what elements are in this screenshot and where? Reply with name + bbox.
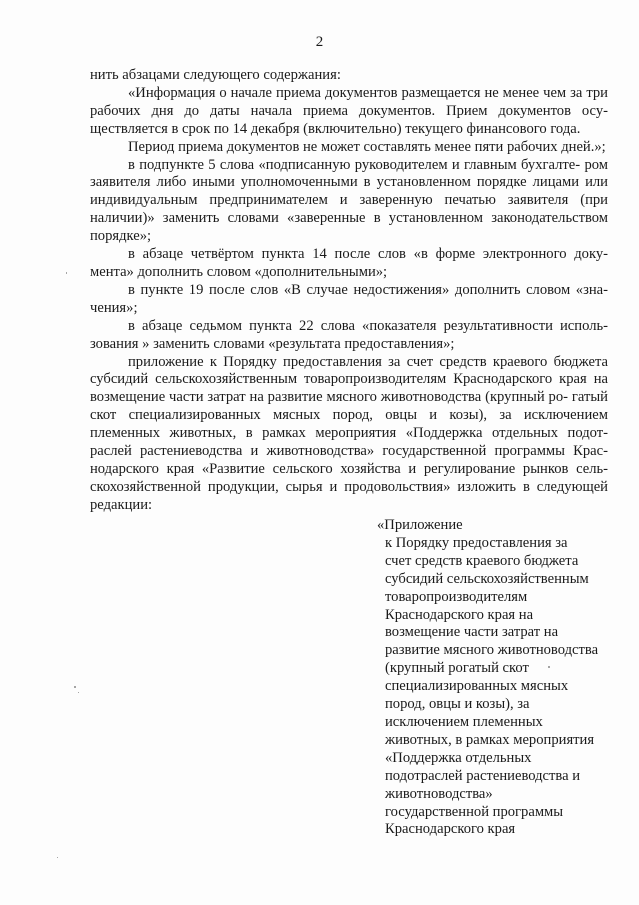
text-line: нодарского края «Развитие сельского хозяйства и регулирование рынков сель- bbox=[90, 460, 608, 477]
scan-speck bbox=[78, 692, 79, 693]
annex-line: (крупный рогатый скот bbox=[385, 660, 529, 677]
annex-line: животных, в рамках мероприятия bbox=[385, 731, 595, 748]
text-line: в абзаце седьмом пункта 22 слова «показателя результативности исполь- bbox=[128, 317, 608, 334]
text-line: в абзаце четвёртом пункта 14 после слов «в форме электронного доку- bbox=[128, 246, 608, 263]
annex-title: «Приложение bbox=[377, 517, 463, 533]
annex-line: пород, овцы и козы), за bbox=[385, 696, 530, 713]
text-line: племенных животных, в рамках мероприятия «Поддержка отдельных подот- bbox=[90, 425, 608, 442]
annex-line: Краснодарского края bbox=[385, 821, 516, 838]
text-line: дней.»; bbox=[561, 138, 606, 155]
annex-line: счет средств краевого бюджета bbox=[385, 552, 579, 569]
text-line: наличии)» заменить словами «заверенные в установленном законодательством bbox=[90, 210, 608, 227]
paragraph bbox=[90, 282, 608, 318]
text-line: гатый скот специализированных мясных пород, овцы и козы), за исключением bbox=[90, 389, 608, 424]
scan-speck bbox=[57, 857, 58, 858]
scan-speck bbox=[66, 272, 67, 274]
text-line: раслей растениеводства и животноводства» государственной программы Крас- bbox=[90, 443, 608, 460]
text-line: или индивидуальным предпринимателем и заверенную печатью заявителя (при bbox=[90, 174, 608, 209]
annex-line: субсидий сельскохозяйственным bbox=[385, 570, 589, 587]
paragraph bbox=[90, 354, 608, 515]
body-text bbox=[90, 67, 608, 515]
scan-speck bbox=[548, 666, 550, 668]
text-line: в пункте 19 после слов «В случае недостижения» дополнить словом «зна- bbox=[128, 281, 608, 298]
text-line: субсидий сельскохозяйственным товаропроизводителям Краснодарского края bbox=[90, 371, 587, 388]
paragraph bbox=[90, 85, 608, 139]
text-line: на возмещение части затрат на развитие мясного животноводства (крупный ро- bbox=[90, 371, 608, 406]
annex-line: возмещение части затрат на bbox=[385, 624, 559, 641]
paragraph bbox=[90, 157, 608, 247]
text-line: ществляется в срок по 14 декабря (включительно) текущего финансового года. bbox=[90, 120, 581, 137]
text-line: нить абзацами следующего содержания: bbox=[90, 67, 341, 83]
text-line: мента» дополнить словом «дополнительными»; bbox=[90, 263, 388, 280]
text-line: приложение к Порядку предоставления за счет средств краевого бюджета bbox=[128, 353, 608, 370]
annex-line: подотраслей растениеводства и bbox=[385, 767, 581, 784]
annex-line: развитие мясного животноводства bbox=[385, 642, 599, 659]
annex-line: животноводства» bbox=[385, 785, 493, 802]
text-line: Период приема документов не может составлять менее пяти рабочих bbox=[128, 138, 558, 155]
paragraph bbox=[90, 246, 608, 282]
text-line: в подпункте 5 слова «подписанную руководителем и главным бухгалте- bbox=[128, 156, 581, 173]
paragraph bbox=[90, 139, 608, 157]
paragraph bbox=[90, 318, 608, 354]
text-line: «Информация о начале приема документов размещается не менее чем за bbox=[128, 84, 583, 101]
text-line: редакции: bbox=[90, 496, 153, 513]
text-line: скохозяйственной продукции, сырья и продовольствия» изложить в следующей bbox=[90, 478, 608, 495]
annex-line: специализированных мясных bbox=[385, 678, 569, 695]
page-number: 2 bbox=[315, 34, 324, 50]
text-line: чения»; bbox=[90, 299, 138, 316]
annex-line: государственной программы bbox=[385, 803, 564, 820]
annex-line: Краснодарского края на bbox=[385, 606, 534, 623]
annex-line: «Поддержка отдельных bbox=[385, 749, 532, 766]
text-line: ром заявителя либо иными уполномоченными в установленном порядке лицами bbox=[90, 156, 608, 191]
text-line: порядке»; bbox=[90, 228, 152, 245]
annex-block bbox=[373, 517, 623, 839]
annex-line: исключением племенных bbox=[385, 713, 543, 730]
annex-line: товаропроизводителям bbox=[385, 588, 528, 605]
scan-speck bbox=[74, 686, 76, 688]
text-line: зования » заменить словами «результата предоставления»; bbox=[90, 335, 455, 352]
annex-line: к Порядку предоставления за bbox=[385, 534, 568, 551]
paragraph bbox=[90, 67, 608, 85]
text-line: три рабочих дня до даты начала приема документов. Прием документов осу- bbox=[90, 84, 608, 119]
